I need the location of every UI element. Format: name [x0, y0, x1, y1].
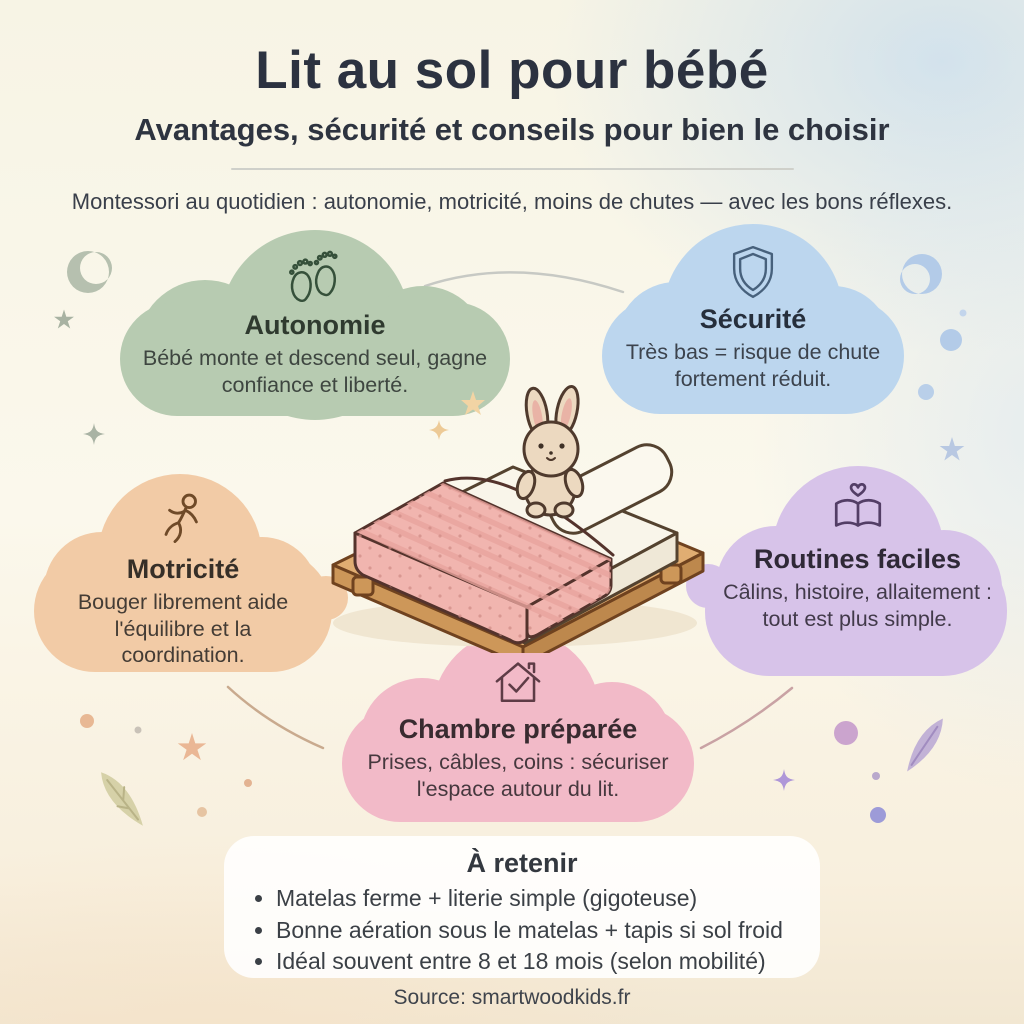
bubble-title: Autonomie — [244, 310, 386, 340]
source-line: Source: smartwoodkids.fr — [393, 986, 631, 1009]
book-heart-icon — [829, 480, 887, 540]
sparkle-icon — [83, 423, 105, 445]
summary-title: À retenir — [466, 848, 578, 878]
leaf-icon — [94, 767, 150, 831]
connector-curve — [228, 687, 323, 748]
bubble-chambre — [338, 648, 698, 826]
bubble-title: Chambre préparée — [398, 714, 638, 744]
dot — [940, 329, 962, 351]
bubble-motricite — [30, 478, 336, 676]
footprints-icon — [283, 250, 347, 306]
bubble-title: Routines faciles — [753, 544, 962, 574]
connector-curve — [701, 688, 792, 748]
summary-item: • Idéal souvent entre 8 et 18 mois (selon mobilité) — [276, 946, 820, 978]
sparkle-icon — [429, 420, 449, 440]
bubble-text: Câlins, histoire, allaitement : tout est plus simple. — [723, 580, 992, 631]
dot — [918, 384, 934, 400]
dot — [960, 310, 967, 317]
dot — [872, 772, 880, 780]
bubble-title: Sécurité — [699, 304, 807, 334]
bubble-text: Prises, câbles, coins : sécuriser l'espace autour du lit. — [367, 750, 669, 801]
summary-list — [224, 883, 820, 978]
bubble-text: Bouger librement aide l'équilibre et la coordination. — [77, 590, 289, 668]
bubble-routines — [700, 468, 1015, 683]
tagline: Montessori au quotidien : autonomie, motricité, moins de chutes — avec les bons réflexes. — [71, 189, 953, 214]
dot — [197, 807, 207, 817]
page-title: Lit au sol pour bébé — [255, 41, 769, 100]
house-check-icon — [491, 656, 545, 710]
leaf-icon — [900, 714, 949, 776]
shield-icon — [729, 244, 777, 300]
crescent-moon-icon — [67, 251, 112, 293]
star-icon — [54, 310, 74, 329]
dot — [244, 779, 252, 787]
star-icon — [940, 437, 965, 461]
summary-item: • Matelas ferme + literie simple (gigoteuse) — [276, 883, 820, 915]
dot — [135, 727, 142, 734]
bunny-plush — [514, 384, 586, 517]
dot — [834, 721, 858, 745]
bubble-title: Motricité — [126, 554, 240, 584]
bubble-text: Bébé monte et descend seul, gagne confiance et liberté. — [142, 346, 488, 397]
running-child-icon — [158, 492, 208, 550]
bubble-text: Très bas = risque de chute fortement réduit. — [625, 340, 881, 391]
page-subtitle: Avantages, sécurité et conseils pour bien le choisir — [134, 112, 890, 147]
star-icon — [461, 391, 485, 415]
floor-bed-with-bunny-illustration — [305, 383, 725, 653]
sparkle-icon — [773, 769, 795, 791]
summary-item: • Bonne aération sous le matelas + tapis si sol froid — [276, 915, 820, 947]
dot — [870, 807, 886, 823]
summary-card — [224, 836, 820, 978]
dot — [80, 714, 94, 728]
star-icon — [178, 733, 207, 760]
